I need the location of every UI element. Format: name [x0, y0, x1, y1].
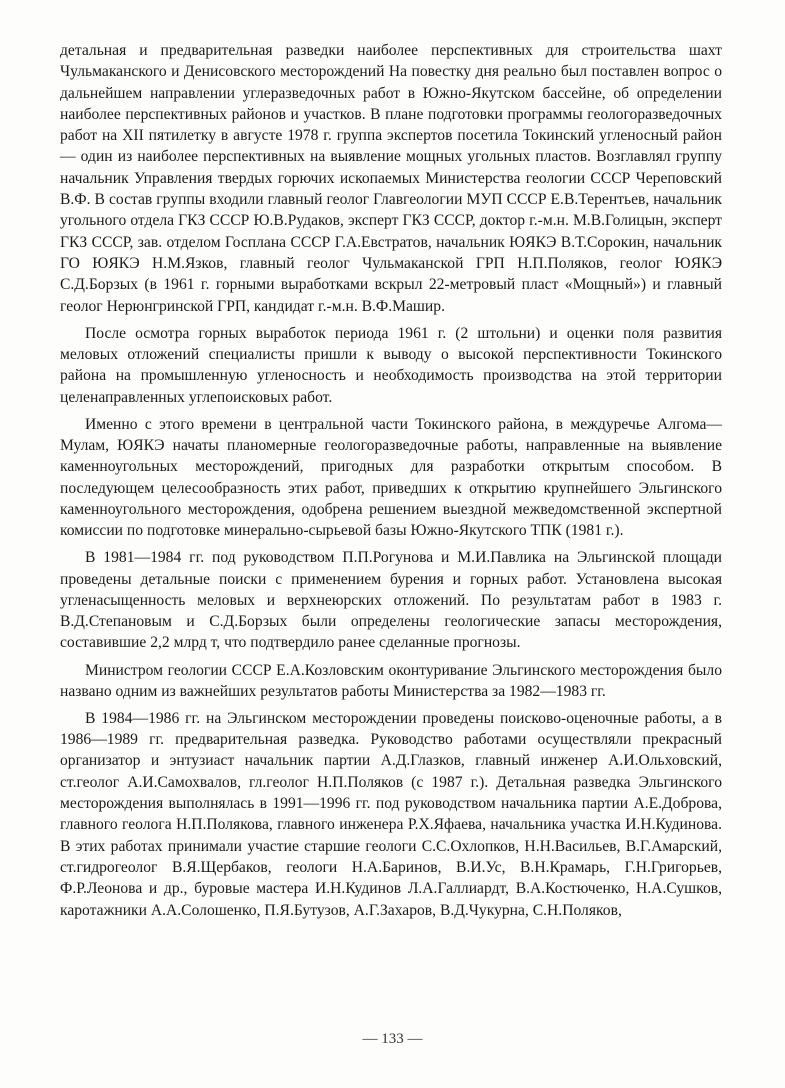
paragraph-5: Министром геологии СССР Е.А.Козловским оконтуривание Эльгинского месторождения было названо одним из важнейших результатов работы Министерства за 1982—1983 гг. [60, 661, 722, 700]
paragraph-6: В 1984—1986 гг. на Эльгинском месторождении проведены поисково-оценочные работы, а в 1986—1989 гг. предварительная разведка. Руководство работами осуществляли прекрасный организатор и энтузиаст начальник партии А.Д.Глазков, главный инженер А.И.Ольховский, ст.геолог А.И.Самохвалов, гл.геолог Н.П.Поляков (с 1987 г.). Детальная разведка Эльгинского месторождения выполнялась в 1991—1996 гг. под руководством начальника партии А.Е.Доброва, главного геолога Н.П.Полякова, главного инженера Р.Х.Яфаева, начальника участка И.Н.Кудинова. В этих работах принимали участие старшие геологи С.С.Охлопков, Н.Н.Васильев, В.Г.Амарский, ст.гидрогеолог В.Я.Щербаков, геологи Н.А.Баринов, В.И.Ус, В.Н.Крамарь, Г.Н.Григорьев, Ф.Р.Леонова и др., буровые мастера И.Н.Кудинов Л.А.Галлиардт, В.А.Костюченко, Н.А.Сушков, каротажники А.А.Солошенко, П.Я.Бутузов, А.Г.Захаров, В.Д.Чукурна, С.Н.Поляков, [60, 709, 722, 919]
page-number: — 133 — [362, 1031, 423, 1047]
paragraph-3: Именно с этого времени в центральной части Токинского района, в междуречье Алгома—Мулам, ЮЯКЭ начаты планомерные геологоразведочные работы, направленные на выявление каменноугольных месторождений, пригодных для разработки открытым способом. В последующем целесообразность этих работ, приведших к открытию крупнейшего Эльгинского каменноугольного месторождения, одобрена решением выездной межведомственной экспертной комиссии по подготовке минерально-сырьевой базы Южно-Якутского ТПК (1981 г.). [60, 415, 722, 540]
paragraph-2: После осмотра горных выработок периода 1961 г. (2 штольни) и оценки поля развития меловых отложений специалисты пришли к выводу о высокой перспективности Токинского района на промышленную угленосность и необходимость производства на этой территории целенаправленных углепоисковых работ. [60, 324, 722, 406]
body-text [60, 40, 722, 927]
paragraph-1: детальная и предварительная разведки наиболее перспективных для строительства шахт Чульмаканского и Денисовского месторождений На повестку дня реально был поставлен вопрос о дальнейшем направлении углеразведочных работ в Южно-Якутском бассейне, об определении наиболее перспективных районов и участков. В плане подготовки программы геологоразведочных работ на XII пятилетку в августе 1978 г. группа экспертов посетила Токинский угленосный район — один из наиболее перспективных на выявление мощных угольных пластов. Возглавлял группу начальник Управления твердых горючих ископаемых Министерства геологии СССР Череповский В.Ф. В состав группы входили главный геолог Главгеологии МУП СССР Е.В.Терентьев, начальник угольного отдела ГКЗ СССР Ю.В.Рудаков, эксперт ГКЗ СССР, доктор г.-м.н. М.В.Голицын, эксперт ГКЗ СССР, зав. отделом Госплана СССР Г.А.Евстратов, начальник ЮЯКЭ В.Т.Сорокин, начальник ГО ЮЯКЭ Н.М.Язков, главный геолог Чульмаканской ГРП Н.П.Поляков, геолог ЮЯКЭ С.Д.Борзых (в 1961 г. горными выработками вскрыл 22-метровый пласт «Мощный») и главный геолог Нерюнгринской ГРП, кандидат г.-м.н. В.Ф.Машир. [60, 42, 722, 315]
paragraph-4: В 1981—1984 гг. под руководством П.П.Рогунова и М.И.Павлика на Эльгинской площади проведены детальные поиски с применением бурения и горных работ. Установлена высокая угленасыщенность меловых и верхнеюрских отложений. По результатам работ в 1983 г. В.Д.Степановым и С.Д.Борзых были определены геологические запасы месторождения, составившие 2,2 млрд т, что подтвердило ранее сделанные прогнозы. [60, 549, 722, 652]
